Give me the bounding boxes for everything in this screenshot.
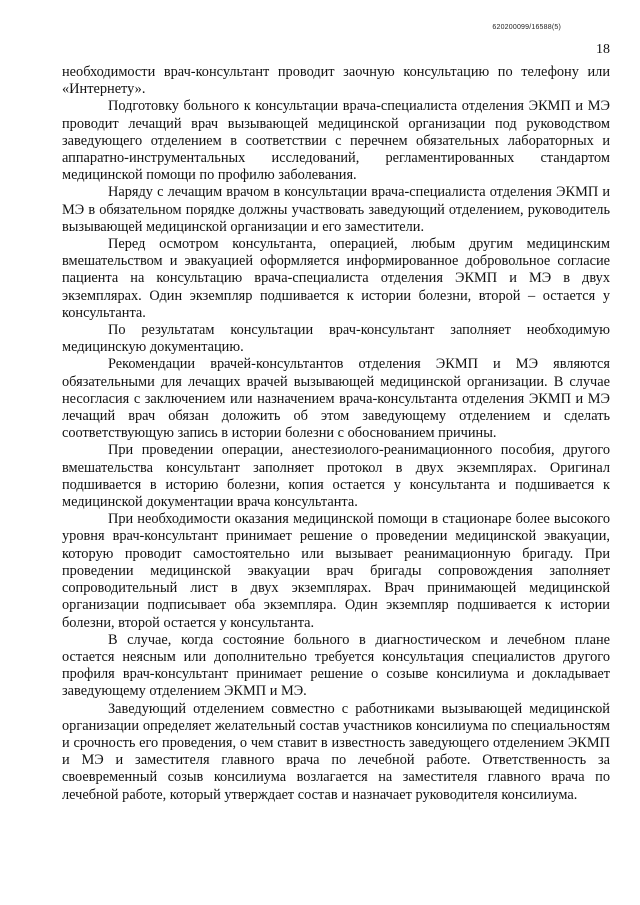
paragraph: Перед осмотром консультанта, операцией, любым другим медицинским вмешательством и эвакуацией оформляется информированное добровольное согласие пациента на консультацию врача-специалиста отделения ЭКМП и МЭ в двух экземплярах. Один экземпляр подшивается к истории болезни, второй – остается у консультанта. [62, 236, 610, 321]
paragraph: Подготовку больного к консультации врача-специалиста отделения ЭКМП и МЭ проводит лечащий врач вызывающей медицинской организации под руководством заведующего отделением в соответствии с перечнем обязательных лабораторных и аппаратно-инструментальных исследований, регламентированных стандартом медицинской помощи по профилю заболевания. [62, 98, 610, 184]
page-number: 18 [596, 42, 610, 57]
paragraph: В случае, когда состояние больного в диагностическом и лечебном плане остается неясным или дополнительно требуется консультация специалистов другого профиля врач-консультант принимает решение о созыве консилиума и докладывает заведующему отделением ЭКМП и МЭ. [62, 631, 610, 700]
document-body [62, 64, 610, 804]
paragraph: При необходимости оказания медицинской помощи в стационаре более высокого уровня врач-консультант принимает решение о проведении медицинской эвакуации, которую проводит самостоятельно или вызывает реанимационную бригаду. При проведении медицинской эвакуации врач бригады сопровождения заполняет сопроводительный лист в двух экземплярах. Врач принимающей медицинской организации подписывает оба экземпляра. Один экземпляр подшивается к истории болезни, второй остается у консультанта. [62, 511, 610, 631]
paragraph: При проведении операции, анестезиолого-реанимационного пособия, другого вмешательства консультант заполняет протокол в двух экземплярах. Оригинал подшивается в историю болезни, копия остается у консультанта и подшивается к медицинской документации врача консультанта. [62, 442, 610, 511]
paragraph: Рекомендации врачей-консультантов отделения ЭКМП и МЭ являются обязательными для лечащих врачей вызывающей медицинской организации. В случае несогласия с заключением или назначением врача-консультанта отделения ЭКМП и МЭ лечащий врач обязан доложить об этом заведующему отделением и сделать соответствующую запись в истории болезни с обоснованием причины. [62, 356, 610, 442]
paragraph: необходимости врач-консультант проводит заочную консультацию по телефону или «Интернету». [62, 64, 610, 98]
paragraph: Наряду с лечащим врачом в консультации врача-специалиста отделения ЭКМП и МЭ в обязательном порядке должны участвовать заведующий отделением, руководитель вызывающей медицинской организации и его заместители. [62, 184, 610, 235]
paragraph: Заведующий отделением совместно с работниками вызывающей медицинской организации определяет желательный состав участников консилиума по специальностям и срочность его проведения, о чем ставит в известность заведующего отделением ЭКМП и МЭ и заместителя главного врача по лечебной работе. Ответственность за своевременный созыв консилиума возлагается на заместителя главного врача по лечебной работе, который утверждает состав и назначает руководителя консилиума. [62, 700, 610, 803]
document-id: 620200099/16588(5) [492, 24, 561, 31]
paragraph: По результатам консультации врач-консультант заполняет необходимую медицинскую документацию. [62, 322, 610, 356]
